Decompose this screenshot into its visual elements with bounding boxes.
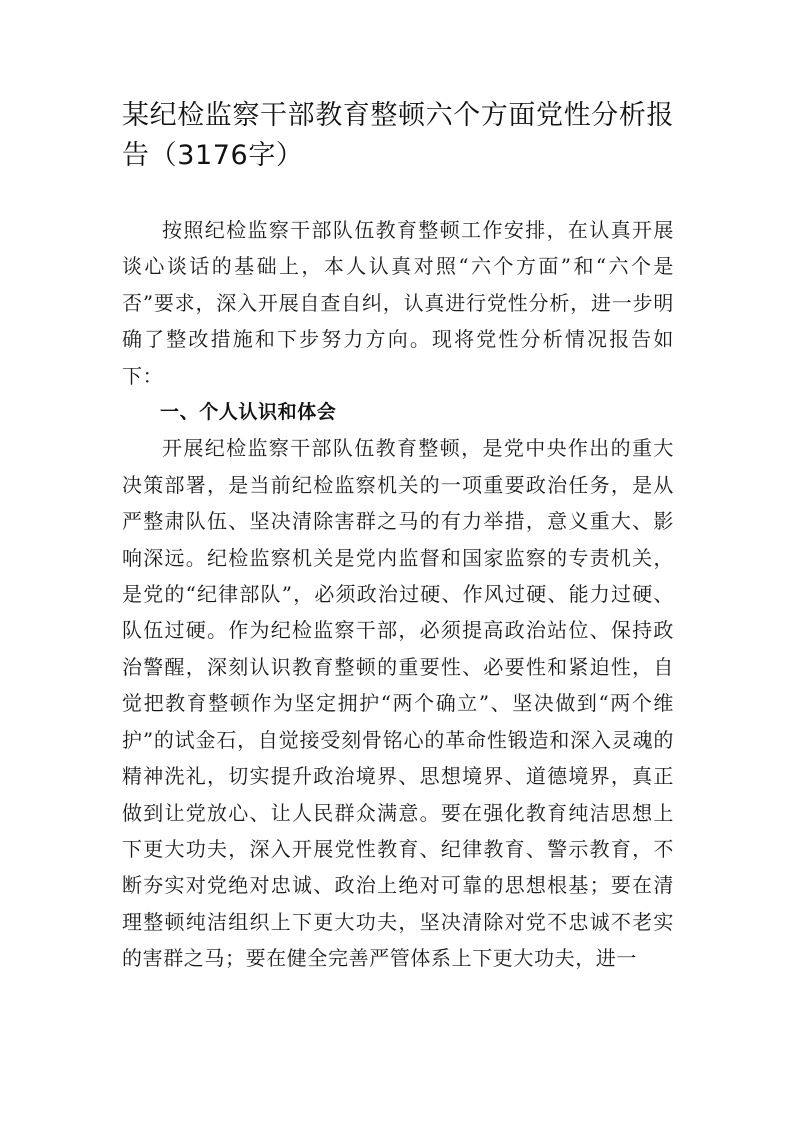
intro-paragraph: 按照纪检监察干部队伍教育整顿工作安排，在认真开展谈心谈话的基础上，本人认真对照“六个方面”和“六个是否”要求，深入开展自查自纠，认真进行党性分析，进一步明确了整改措施和下步努力方向。现将党性分析情况报告如下： (122, 218, 674, 388)
document-title: 某纪检监察干部教育整顿六个方面党性分析报告（3176字） (122, 100, 674, 171)
document-body (122, 212, 674, 977)
section-paragraph: 开展纪检监察干部队伍教育整顿，是党中央作出的重大决策部署，是当前纪检监察机关的一项重要政治任务，是从严整肃队伍、坚决清除害群之马的有力举措，意义重大、影响深远。纪检监察机关是党内监督和国家监察的专责机关，是党的“纪律部队”，必须政治过硬、作风过硬、能力过硬、队伍过硬。作为纪检监察干部，必须提高政治站位、保持政治警醒，深刻认识教育整顿的重要性、必要性和紧迫性，自觉把教育整顿作为坚定拥护“两个确立”、坚决做到“两个维护”的试金石，自觉接受刻骨铭心的革命性锻造和深入灵魂的精神洗礼，切实提升政治境界、思想境界、道德境界，真正做到让党放心、让人民群众满意。要在强化教育纯洁思想上下更大功夫，深入开展党性教育、纪律教育、警示教育，不断夯实对党绝对忠诚、政治上绝对可靠的思想根基；要在清理整顿纯洁组织上下更大功夫，坚决清除对党不忠诚不老实的害群之马；要在健全完善严管体系上下更大功夫，进一 (122, 436, 674, 971)
section-heading: 一、个人认识和体会 (160, 401, 337, 424)
